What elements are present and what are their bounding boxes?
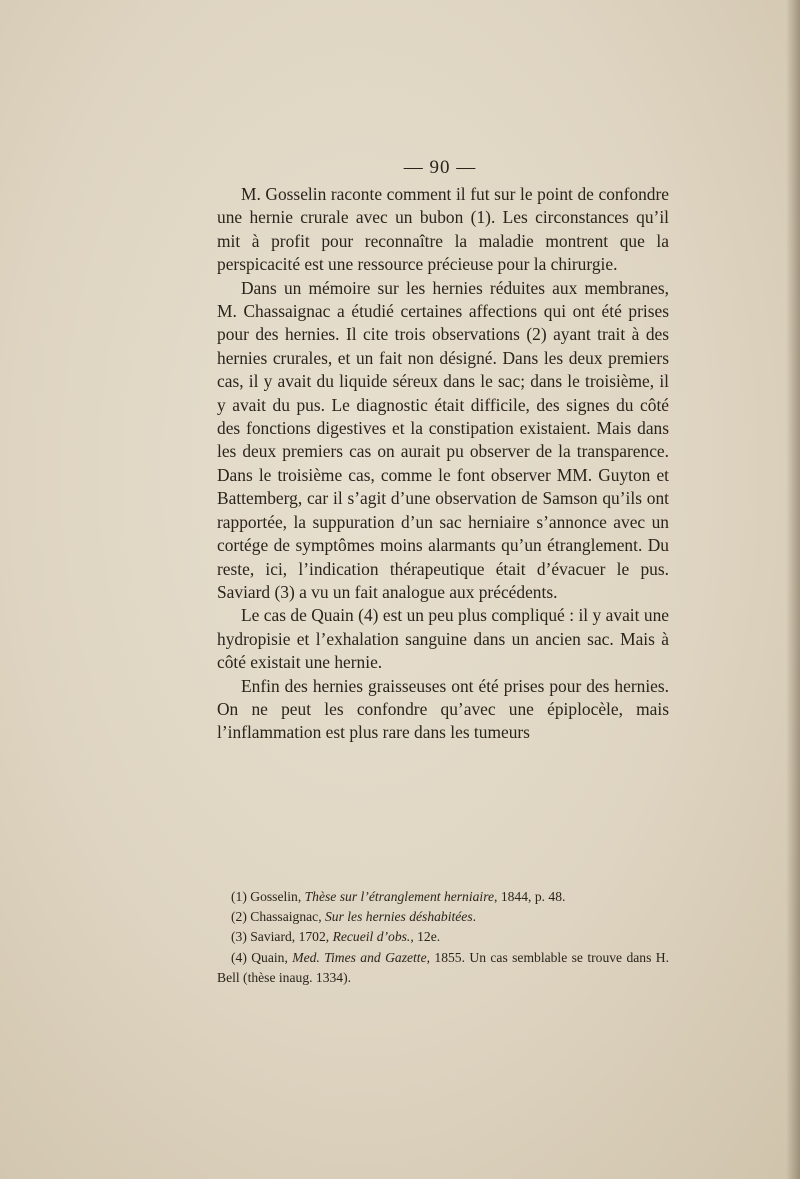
footnote-4 — [217, 948, 669, 988]
footnote-text: (4) Quain, — [231, 949, 293, 965]
footnote-title: Sur les hernies déshabitées — [325, 909, 473, 925]
paragraph-3: Le cas de Quain (4) est un peu plus compliqué : il y avait une hydropisie et l’exhalation sanguine dans un ancien sac. Mais à côté existait une hernie. — [217, 605, 669, 673]
page-number: — 90 — — [403, 157, 477, 178]
paragraph-4: Enfin des hernies graisseuses ont été prises pour des hernies. On ne peut les confondre qu’avec une épiplocèle, mais l’inflammation est plus rare dans les tumeurs — [217, 675, 669, 743]
body-text — [217, 183, 669, 745]
footnote-3 — [217, 927, 669, 947]
footnote-2 — [217, 907, 669, 927]
paragraph-1: M. Gosselin raconte comment il fut sur le point de confondre une hernie crurale avec un bubon (1). Les circonstances qu’il mit à profit pour reconnaître la maladie montrent que la perspicacité est une ressource précieuse pour la chirurgie. — [217, 184, 669, 275]
footnote-text: . — [472, 909, 477, 925]
footnote-text: (2) Chassaignac, — [231, 909, 325, 925]
footnote-title: Med. Times and Gazette — [292, 949, 427, 965]
footnote-title: Recueil d’obs. — [332, 929, 411, 945]
footnote-text: , 12e. — [410, 929, 441, 945]
paragraph-2: Dans un mémoire sur les hernies réduites aux membranes, M. Chassaignac a étudié certaines affections qui ont été prises pour des hernies. Il cite trois observations (2) ayant trait à des hernies crurales, et un fait non désigné. Dans les deux premiers cas, il y avait du liquide séreux dans le sac; dans le troisième, il y avait du pus. Le diagnostic était difficile, des signes du côté des fonctions digestives et la constipation existaient. Mais dans les deux premiers cas on aurait pu observer de la transparence. Dans le troisième cas, comme le font observer MM. Guyton et Battemberg, car il s’agit d’une observation de Samson qu’ils ont rapportée, la suppuration d’un sac herniaire s’annonce avec un cortége de symptômes moins alarmants qu’un étranglement. Du reste, ici, l’indication thérapeutique était d’évacuer le pus. Saviard (3) a vu un fait analogue aux précédents. — [217, 277, 669, 602]
footnote-text: (1) Gosselin, — [231, 889, 305, 904]
footnote-1 — [217, 887, 669, 907]
footnote-text: (3) Saviard, 1702, — [231, 929, 333, 945]
footnote-title: Thèse sur l’étranglement herniaire — [304, 889, 495, 904]
footnote-text: , 1844, p. 48. — [494, 889, 566, 904]
footnote-text: , 1855. Un cas semblable se trouve dans H. Bell (thèse inaug. 1334). — [217, 949, 669, 985]
footnotes — [217, 887, 669, 988]
